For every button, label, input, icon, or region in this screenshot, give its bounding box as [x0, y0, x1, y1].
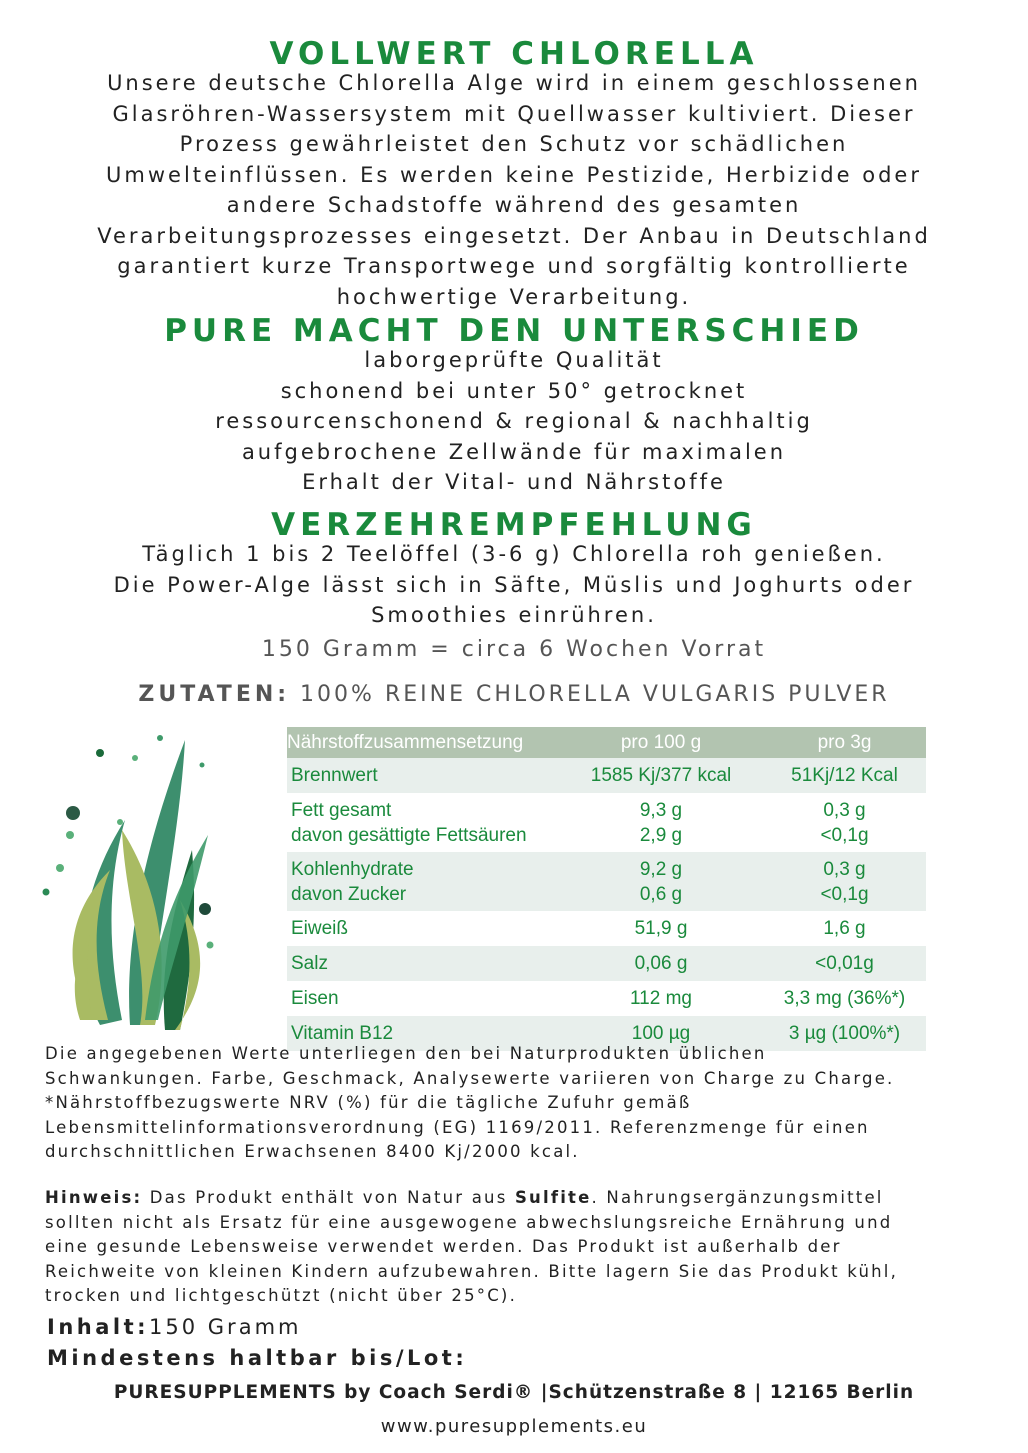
- decor-dot: [207, 942, 214, 949]
- value-100g: 100 µg: [559, 1016, 763, 1051]
- usage-line: Die Power-Alge lässt sich in Säfte, Müslis und Joghurts oder: [113, 572, 915, 597]
- best-before-line: [47, 1346, 467, 1370]
- decor-dot: [66, 831, 74, 839]
- hint-block: [45, 1186, 1005, 1309]
- pure-line: ressourcenschonend & regional & nachhaltig: [215, 409, 813, 433]
- decor-dot: [200, 763, 205, 768]
- value-100g: 112 mg: [630, 988, 692, 1009]
- usage-heading: VERZEHREMPFEHLUNG: [271, 507, 757, 543]
- value-100g: [559, 852, 763, 911]
- disclaimer: [45, 1042, 1005, 1165]
- table-row: [287, 911, 926, 946]
- title-block: [0, 36, 1028, 72]
- intro-line: Glasröhren-Wassersystem mit Quellwasser kultiviert. Dieser: [112, 101, 916, 126]
- nutrient-name: Brennwert: [287, 758, 559, 793]
- value-main: 9,2 g: [639, 858, 683, 880]
- value-100g: 0,06 g: [559, 946, 763, 981]
- decor-dot: [66, 806, 80, 820]
- disclaimer-line: Lebensmittelinformationsverordnung (EG) 1169/2011. Referenzmenge für einen: [45, 1117, 870, 1137]
- hint-label: Hinweis:: [45, 1188, 143, 1207]
- value-main: 0,3 g: [823, 799, 866, 821]
- nutrient-name: Eisen: [291, 988, 339, 1009]
- pure-list: [0, 345, 1028, 498]
- table-header-row: [287, 727, 926, 758]
- pure-line: schonend bei unter 50° getrocknet: [280, 378, 748, 403]
- value-3g: 51Kj/12 Kcal: [763, 758, 926, 793]
- disclaimer-line: Schwankungen. Farbe, Geschmack, Analysewerte variieren von Charge zu Charge.: [45, 1068, 895, 1088]
- best-before-label: Mindestens haltbar bis/Lot:: [47, 1346, 468, 1370]
- intro-line: hochwertige Verarbeitung.: [336, 284, 692, 309]
- nutrient-main: Kohlenhydrate: [291, 858, 414, 880]
- decor-dot: [43, 889, 50, 896]
- page-title: VOLLWERT CHLORELLA: [269, 36, 759, 72]
- ingredients-line: [0, 682, 1028, 707]
- value-sub: <0,1g: [820, 883, 869, 905]
- usage-line: Täglich 1 bis 2 Teelöffel (3-6 g) Chlorella roh genießen.: [142, 542, 886, 566]
- nutrient-name: Eiweiß: [291, 918, 349, 939]
- nutrient-sub: davon Zucker: [291, 883, 407, 905]
- value-3g: <0,01g: [763, 946, 926, 981]
- intro-line: garantiert kurze Transportwege und sorgfältig kontrollierte: [117, 254, 911, 278]
- value-3g: 3,3 mg (36%*): [783, 988, 906, 1009]
- hint-line: Reichweite von kleinen Kindern aufzubewahren. Bitte lagern Sie das Produkt kühl,: [45, 1261, 899, 1281]
- intro-line: Unsere deutsche Chlorella Alge wird in einem geschlossenen: [107, 71, 921, 95]
- decor-dot: [56, 864, 64, 872]
- value-100g: 51,9 g: [634, 918, 688, 939]
- ingredients-value: 100% REINE CHLORELLA VULGARIS PULVER: [290, 682, 890, 707]
- value-3g: 3 µg (100%*): [763, 1016, 926, 1051]
- value-100g: [559, 793, 763, 852]
- value-sub: 2,9 g: [639, 824, 683, 846]
- value-3g: 1,6 g: [823, 918, 866, 939]
- nutrient-main: Fett gesamt: [291, 799, 392, 821]
- hint-line: [45, 1186, 1005, 1211]
- nutrient-name: [287, 852, 559, 911]
- content-value: 150 Gramm: [149, 1315, 302, 1339]
- value-3g: [763, 793, 926, 852]
- hint-line: eine gesunde Lebensweise verwendet werden. Das Produkt ist außerhalb der: [45, 1237, 842, 1256]
- nutrient-name: Salz: [287, 946, 559, 981]
- nutrient-sub: davon gesättigte Fettsäuren: [291, 824, 527, 846]
- intro-line: Prozess gewährleistet den Schutz vor schädlichen: [179, 132, 849, 156]
- header-nutrient: Nährstoffzusammensetzung: [287, 727, 559, 758]
- decor-dot: [117, 819, 123, 825]
- disclaimer-line: *Nährstoffbezugswerte NRV (%) für die tägliche Zufuhr gemäß: [45, 1093, 692, 1112]
- header-per-3g: pro 3g: [763, 727, 926, 758]
- usage-line: Smoothies einrühren.: [371, 603, 657, 627]
- table-row: [287, 852, 926, 911]
- value-100g: 1585 Kj/377 kcal: [559, 758, 763, 793]
- decor-dot: [157, 735, 163, 741]
- nutrient-name: Vitamin B12: [287, 1016, 559, 1051]
- hint-line: trocken und lichtgeschützt (nicht über 25°C).: [45, 1286, 518, 1305]
- pure-heading: PURE MACHT DEN UNTERSCHIED: [164, 313, 864, 349]
- usage-text: [0, 539, 1028, 631]
- value-sub: <0,1g: [820, 824, 869, 846]
- pure-line: aufgebrochene Zellwände für maximalen: [241, 439, 787, 464]
- header-per-100g: pro 100 g: [559, 727, 763, 758]
- value-sub: 0,6 g: [639, 883, 683, 905]
- value-main: 9,3 g: [639, 799, 683, 821]
- nutrient-name: [287, 793, 559, 852]
- intro-text: [0, 68, 1028, 312]
- supply-note: 150 Gramm = circa 6 Wochen Vorrat: [261, 637, 767, 662]
- intro-line: andere Schadstoffe während des gesamten: [226, 193, 802, 217]
- company-footer: PURESUPPLEMENTS by Coach Serdi® |Schützenstraße 8 | 12165 Berlin: [113, 1382, 915, 1403]
- hint-sulfite: Sulfite: [514, 1188, 592, 1207]
- pure-block: [0, 313, 1028, 349]
- pure-line: Erhalt der Vital- und Nährstoffe: [302, 470, 726, 494]
- value-main: 0,3 g: [823, 858, 866, 880]
- pure-line: laborgeprüfte Qualität: [364, 348, 664, 372]
- nutrition-table: [287, 727, 926, 1051]
- intro-line: Umwelteinflüssen. Es werden keine Pestizide, Herbizide oder: [106, 162, 922, 187]
- table-row: [287, 793, 926, 852]
- usage-block: [0, 507, 1028, 543]
- hint-text: . Nahrungsergänzungsmittel: [591, 1188, 884, 1207]
- decor-dot: [96, 749, 104, 757]
- hint-line: sollten nicht als Ersatz für eine ausgewogene abwechslungsreiche Ernährung und: [45, 1212, 893, 1232]
- table-row: [287, 946, 926, 981]
- seaweed-illustration: [30, 720, 230, 1050]
- content-label: Inhalt:: [47, 1315, 150, 1339]
- disclaimer-line: Die angegebenen Werte unterliegen den bei Naturprodukten üblichen: [45, 1044, 767, 1063]
- content-line: [47, 1315, 301, 1339]
- website-link[interactable]: www.puresupplements.eu: [380, 1416, 648, 1437]
- table-row: [287, 981, 926, 1016]
- value-3g: [763, 852, 926, 911]
- hint-text: Das Produkt enthält von Natur aus: [142, 1188, 515, 1207]
- ingredients-label: ZUTATEN:: [138, 682, 291, 707]
- disclaimer-line: durchschnittlichen Erwachsenen 8400 Kj/2000 kcal.: [45, 1142, 580, 1161]
- intro-line: Verarbeitungsprozesses eingesetzt. Der Anbau in Deutschland: [97, 223, 931, 248]
- decor-dot: [132, 755, 138, 761]
- table-row: [287, 758, 926, 793]
- decor-dot: [199, 903, 211, 915]
